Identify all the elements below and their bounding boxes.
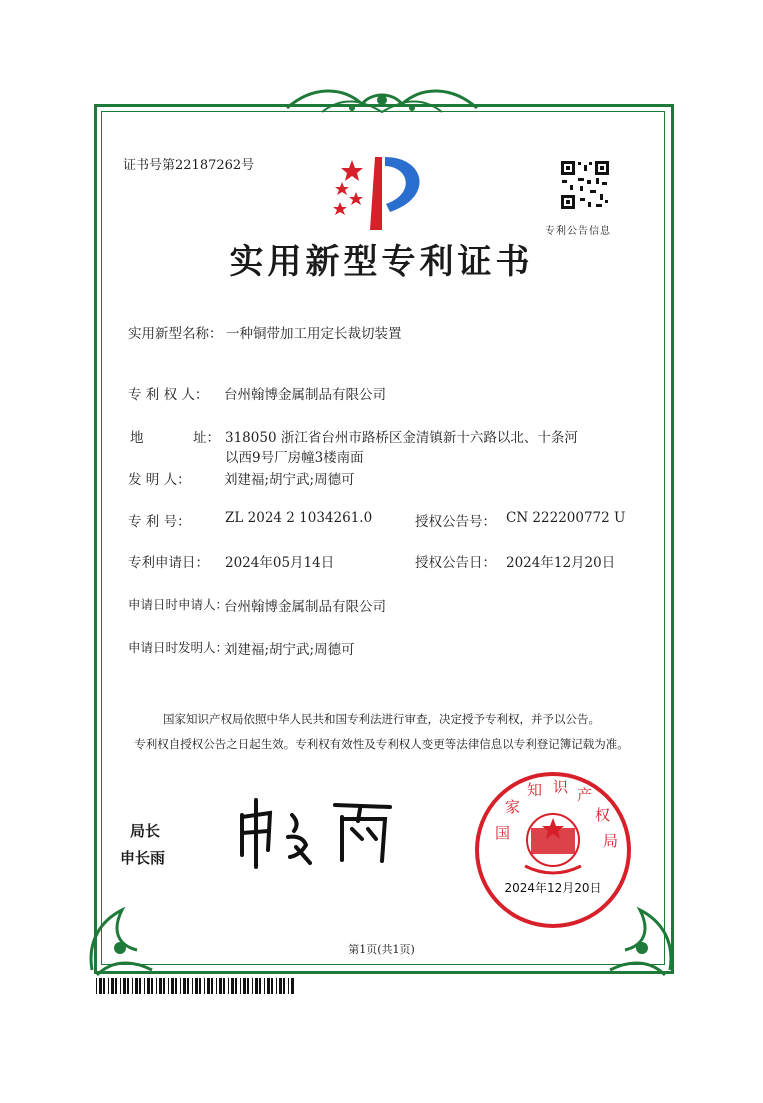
inventor-value: 刘建福;胡宁武;周德可 xyxy=(224,472,355,488)
grant-date-label: 授权公告日： xyxy=(415,555,496,571)
apply-date-label: 专利申请日： xyxy=(128,555,209,571)
signature-icon xyxy=(230,795,400,870)
svg-text:2024年12月20日: 2024年12月20日 xyxy=(504,881,602,895)
director-name: 申长雨 xyxy=(120,849,166,867)
notice-line-1: 国家知识产权局依照中华人民共和国专利法进行审查，决定授予专利权，并予以公告。 xyxy=(163,712,600,726)
cnipa-logo-icon xyxy=(330,152,440,232)
address-line-1: 318050 浙江省台州市路桥区金清镇新十六路以北、十条河 xyxy=(225,430,578,446)
applicant-label: 申请日时申请人： xyxy=(128,597,229,612)
barcode-icon xyxy=(96,978,296,994)
page-number: 第1页(共1页) xyxy=(348,943,415,956)
grant-date-value: 2024年12月20日 xyxy=(506,555,616,571)
qr-code-icon xyxy=(560,160,610,210)
svg-text:识: 识 xyxy=(553,778,569,796)
patent-no-value: ZL 2024 2 1034261.0 xyxy=(225,510,373,526)
svg-text:家: 家 xyxy=(505,798,521,816)
grant-no-label: 授权公告号： xyxy=(415,514,496,530)
certificate-title: 实用新型专利证书 xyxy=(229,242,534,282)
svg-text:产: 产 xyxy=(577,786,593,804)
top-ornament xyxy=(282,86,482,122)
svg-text:知: 知 xyxy=(527,781,543,799)
certificate-number: 证书号第22187262号 xyxy=(123,158,255,173)
bottom-left-ornament xyxy=(82,890,162,980)
inventor-at-apply-value: 刘建福;胡宁武;周德可 xyxy=(224,642,355,658)
address-label-2: 址： xyxy=(193,430,220,446)
name-value: 一种铜带加工用定长裁切装置 xyxy=(226,326,402,342)
official-seal-icon xyxy=(473,770,633,930)
inventor-at-apply-label: 申请日时发明人： xyxy=(128,640,229,655)
svg-text:国: 国 xyxy=(495,824,511,842)
name-label: 实用新型名称： xyxy=(128,326,223,342)
apply-date-value: 2024年05月14日 xyxy=(225,555,335,571)
address-line-2: 以西9号厂房幢3楼南面 xyxy=(225,450,364,466)
patent-no-label: 专 利 号： xyxy=(128,514,191,530)
owner-label: 专 利 权 人： xyxy=(128,387,209,403)
svg-text:局: 局 xyxy=(603,832,619,850)
qr-caption: 专利公告信息 xyxy=(545,226,611,237)
svg-text:权: 权 xyxy=(595,806,611,824)
notice-line-2: 专利权自授权公告之日起生效。专利权有效性及专利权人变更等法律信息以专利登记簿记载为准。 xyxy=(134,737,629,751)
owner-value: 台州翰博金属制品有限公司 xyxy=(224,387,386,403)
address-label-1: 地 xyxy=(130,430,144,446)
inventor-label: 发 明 人： xyxy=(128,472,191,488)
director-label: 局长 xyxy=(130,822,161,840)
grant-no-value: CN 222200772 U xyxy=(506,510,626,526)
applicant-value: 台州翰博金属制品有限公司 xyxy=(224,599,386,615)
